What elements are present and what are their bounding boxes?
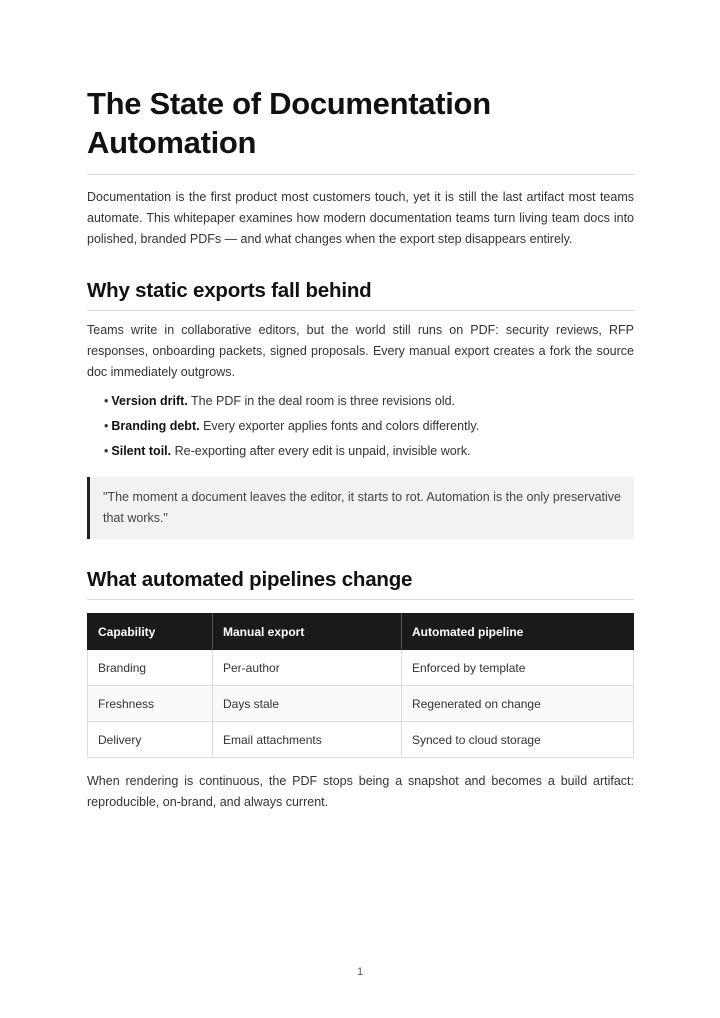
table-cell: Per-author [213, 650, 402, 686]
bullet-text: Every exporter applies fonts and colors differently. [199, 419, 480, 433]
table-row [88, 650, 634, 686]
closing-paragraph: When rendering is continuous, the PDF stops being a snapshot and becomes a build artifact: reproducible, on-brand, and always current. [87, 774, 634, 809]
page-number: 1 [356, 966, 364, 978]
table-header-row [88, 614, 634, 650]
comparison-table [87, 613, 634, 758]
column-header: Manual export [213, 614, 402, 650]
table-cell: Branding [88, 650, 213, 686]
bullet-list [87, 389, 634, 464]
table-row [88, 686, 634, 722]
list-item [104, 439, 634, 464]
table-cell: Email attachments [213, 722, 402, 758]
table-cell: Delivery [88, 722, 213, 758]
section-heading-pipelines: What automated pipelines change [87, 567, 634, 600]
bullet-marker: • [104, 419, 109, 433]
column-header: Automated pipeline [402, 614, 634, 650]
document-page [87, 84, 634, 813]
pull-quote [87, 477, 634, 539]
bullet-marker: • [104, 444, 109, 458]
bullet-term: Branding debt. [111, 419, 200, 433]
intro-paragraph: Documentation is the first product most customers touch, yet it is still the last artifact most teams automate. This whitepaper examines how modern documentation teams turn living team docs into polished, branded PDFs — and what changes when the export step disappears entirely. [87, 190, 634, 246]
document-title: The State of Documentation Automation [87, 84, 634, 175]
section-heading-static-exports: Why static exports fall behind [87, 278, 634, 311]
bullet-term: Silent toil. [111, 444, 172, 458]
table-row [88, 722, 634, 758]
table-cell: Synced to cloud storage [402, 722, 634, 758]
list-item [104, 389, 634, 414]
bullet-text: The PDF in the deal room is three revisions old. [187, 394, 456, 408]
table-cell: Freshness [88, 686, 213, 722]
column-header: Capability [88, 614, 213, 650]
table-cell: Enforced by template [402, 650, 634, 686]
table-cell: Days stale [213, 686, 402, 722]
bullet-text: Re-exporting after every edit is unpaid, invisible work. [171, 444, 471, 458]
bullet-term: Version drift. [111, 394, 188, 408]
quote-text: "The moment a document leaves the editor, it starts to rot. Automation is the only preservative that works." [103, 490, 621, 525]
bullet-marker: • [104, 394, 109, 408]
list-item [104, 414, 634, 439]
table-cell: Regenerated on change [402, 686, 634, 722]
section-paragraph: Teams write in collaborative editors, but the world still runs on PDF: security reviews, RFP responses, onboarding packets, signed proposals. Every manual export creates a fork the source doc immediately outgrows. [87, 323, 634, 379]
